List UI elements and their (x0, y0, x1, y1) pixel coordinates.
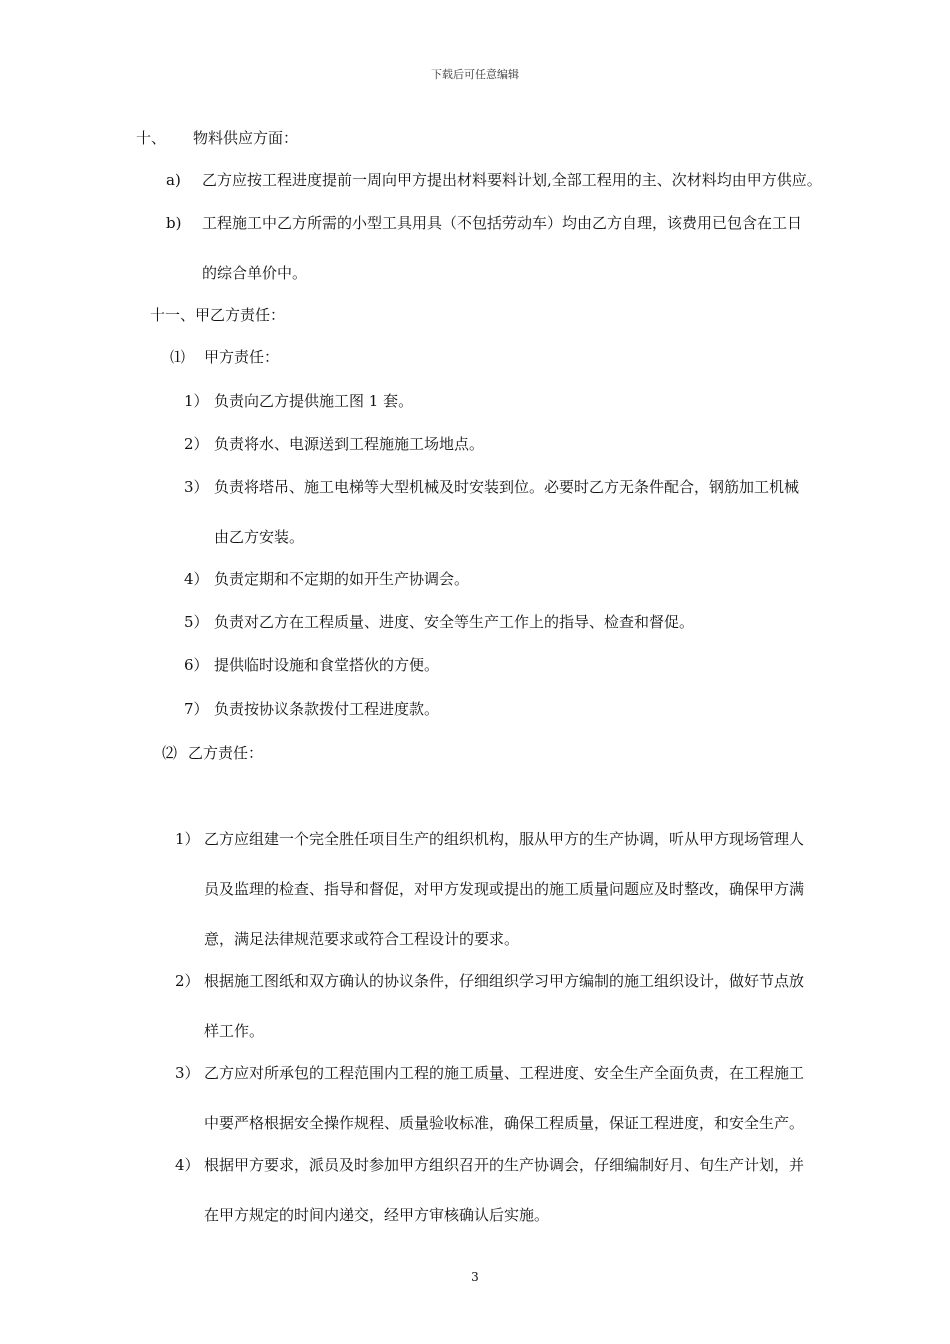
party-b-item-3-text-line2: 中要严格根据安全操作规程、质量验收标准，确保工程质量，保证工程进度，和安全生产。 (204, 1114, 805, 1132)
section-11-title: 十一、甲乙方责任： (150, 306, 286, 324)
party-b-item-1-text-line2: 员及监理的检查、指导和督促，对甲方发现或提出的施工质量问题应及时整改，确保甲方满 (204, 880, 805, 898)
party-a-item-5-text: 负责对乙方在工程质量、进度、安全等生产工作上的指导、检查和督促。 (214, 613, 695, 631)
party-b-item-1-text-line3: 意，满足法律规范要求或符合工程设计的要求。 (204, 930, 520, 948)
party-b-item-4-text-line1: 根据甲方要求，派员及时参加甲方组织召开的生产协调会，仔细编制好月、旬生产计划，并 (204, 1156, 805, 1174)
party-b-item-4-text-line2: 在甲方规定的时间内递交，经甲方审核确认后实施。 (204, 1206, 550, 1224)
section-10-number: 十、 (136, 129, 167, 147)
party-a-item-4-number: 4） (184, 570, 209, 588)
item-b-marker: b) (166, 214, 182, 232)
party-a-item-7-number: 7） (184, 700, 209, 718)
party-a-item-3-number: 3） (184, 478, 209, 496)
section-10-title: 物料供应方面： (193, 129, 299, 147)
page-number: 3 (471, 1270, 479, 1284)
party-b-item-2-number: 2） (175, 972, 200, 990)
party-a-item-1-text: 负责向乙方提供施工图 1 套。 (214, 392, 414, 410)
party-a-marker: ⑴ (170, 348, 186, 366)
party-b-title: 乙方责任： (188, 744, 264, 762)
party-a-item-2-number: 2） (184, 435, 209, 453)
party-a-item-7-text: 负责按协议条款拨付工程进度款。 (214, 700, 440, 718)
party-b-item-2-text-line1: 根据施工图纸和双方确认的协议条件，仔细组织学习甲方编制的施工组织设计，做好节点放 (204, 972, 805, 990)
item-b-text-line1: 工程施工中乙方所需的小型工具用具（不包括劳动车）均由乙方自理，该费用已包含在工日 (202, 214, 803, 232)
item-a-marker: a) (166, 171, 181, 189)
party-b-marker: ⑵ (162, 744, 178, 762)
party-a-item-5-number: 5） (184, 613, 209, 631)
party-a-item-6-number: 6） (184, 656, 209, 674)
party-a-item-3-text-line1: 负责将塔吊、施工电梯等大型机械及时安装到位。必要时乙方无条件配合，钢筋加工机械 (214, 478, 800, 496)
party-b-item-3-number: 3） (175, 1064, 200, 1082)
party-a-item-3-text-line2: 由乙方安装。 (214, 528, 305, 546)
party-b-item-1-text-line1: 乙方应组建一个完全胜任项目生产的组织机构，服从甲方的生产协调，听从甲方现场管理人 (204, 830, 805, 848)
party-a-item-4-text: 负责定期和不定期的如开生产协调会。 (214, 570, 470, 588)
party-a-title: 甲方责任： (204, 348, 280, 366)
party-b-item-3-text-line1: 乙方应对所承包的工程范围内工程的施工质量、工程进度、安全生产全面负责，在工程施工 (204, 1064, 805, 1082)
party-a-item-1-number: 1） (184, 392, 209, 410)
party-a-item-6-text: 提供临时设施和食堂搭伙的方便。 (214, 656, 440, 674)
party-b-item-2-text-line2: 样工作。 (204, 1022, 265, 1040)
item-b-text-line2: 的综合单价中。 (202, 264, 308, 282)
party-b-item-1-number: 1） (175, 830, 200, 848)
item-a-text: 乙方应按工程进度提前一周向甲方提出材料要料计划,全部工程用的主、次材料均由甲方供应。 (202, 171, 822, 189)
party-b-item-4-number: 4） (175, 1156, 200, 1174)
page-header: 下载后可任意编辑 (431, 68, 519, 81)
party-a-item-2-text: 负责将水、电源送到工程施施工场地点。 (214, 435, 485, 453)
